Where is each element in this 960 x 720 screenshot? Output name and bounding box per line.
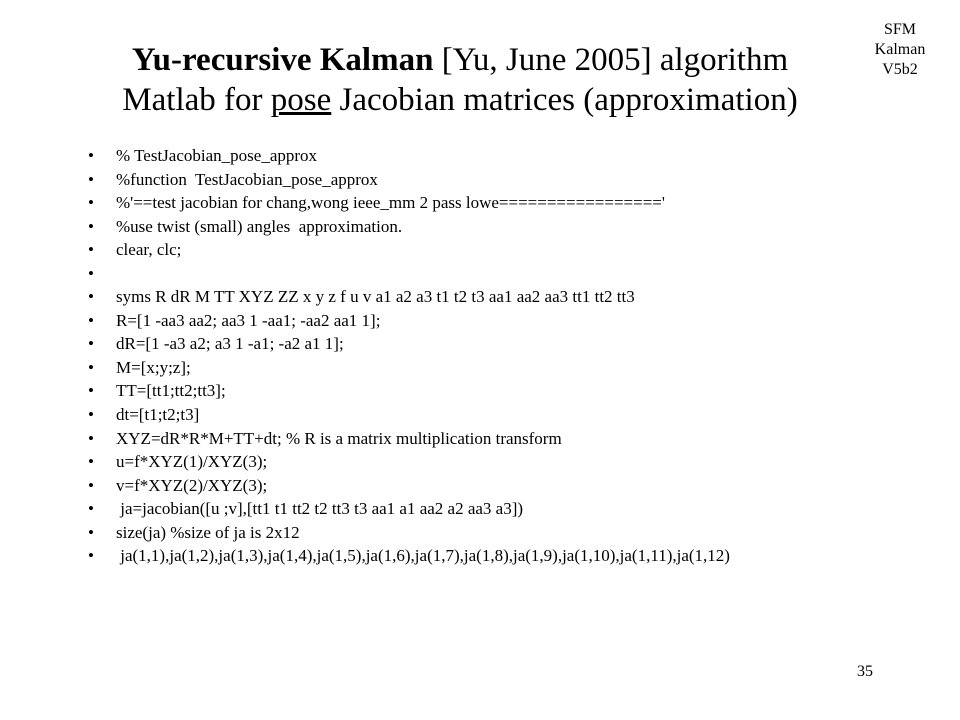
title-line-2 [40, 80, 880, 120]
bullet-item [88, 287, 730, 311]
bullet-item [88, 217, 730, 241]
bullet-item [88, 193, 730, 217]
bullet-item [88, 170, 730, 194]
bullet-item [88, 499, 730, 523]
bullet-item [88, 358, 730, 382]
bullet-text: TT=[tt1;tt2;tt3]; [116, 381, 226, 401]
bullet-item [88, 146, 730, 170]
bullet-text: syms R dR M TT XYZ ZZ x y z f u v a1 a2 a3 t1 t2 t3 aa1 aa2 aa3 tt1 tt2 tt3 [116, 287, 635, 307]
bullet-text: %'==test jacobian for chang,wong ieee_mm 2 pass lowe=================' [116, 193, 665, 213]
bullet-item [88, 523, 730, 547]
bullet-icon: • [88, 193, 94, 213]
title-text: Jacobian matrices (approximation) [331, 82, 798, 118]
bullet-text: dR=[1 -a3 a2; a3 1 -a1; -a2 a1 1]; [116, 334, 344, 354]
bullet-icon: • [88, 452, 94, 472]
page-number: 35 [857, 663, 873, 680]
title-line-1 [40, 40, 880, 80]
slide-title [40, 40, 880, 120]
bullet-text: ja=jacobian([u ;v],[tt1 t1 tt2 t2 tt3 t3 aa1 a1 aa2 a2 aa3 a3]) [116, 499, 524, 519]
bullet-icon: • [88, 310, 94, 330]
bullet-text: size(ja) %size of ja is 2x12 [116, 522, 300, 542]
bullet-item [88, 546, 730, 570]
title-text: [Yu, June 2005] algorithm [433, 42, 789, 78]
title-underlined-text: pose [270, 82, 332, 118]
bullet-item [88, 405, 730, 429]
bullet-text: % TestJacobian_pose_approx [116, 146, 318, 165]
title-bold-text: Yu-recursive Kalman [131, 42, 434, 78]
corner-label-line: Kalman [874, 41, 926, 58]
bullet-item [88, 334, 730, 358]
bullet-icon: • [88, 357, 94, 377]
bullet-text: ja(1,1),ja(1,2),ja(1,3),ja(1,4),ja(1,5),ja(1,6),ja(1,7),ja(1,8),ja(1,9),ja(1,10),ja(1,11),ja(1,12) [116, 546, 730, 566]
bullet-text: clear, clc; [116, 240, 182, 260]
bullet-icon: • [88, 263, 94, 283]
bullet-icon: • [88, 405, 94, 425]
bullet-list [88, 146, 730, 570]
title-text: Matlab for [122, 82, 271, 118]
bullet-icon: • [88, 381, 94, 401]
bullet-item [88, 476, 730, 500]
corner-label-line: SFM [883, 21, 917, 38]
bullet-item [88, 381, 730, 405]
bullet-text: v=f*XYZ(2)/XYZ(3); [116, 475, 268, 495]
bullet-icon: • [88, 428, 94, 448]
bullet-icon: • [88, 522, 94, 542]
bullet-text: XYZ=dR*R*M+TT+dt; % R is a matrix multiplication transform [116, 428, 562, 448]
bullet-text: M=[x;y;z]; [116, 357, 191, 377]
bullet-text: %use twist (small) angles approximation. [116, 216, 403, 236]
bullet-text: dt=[t1;t2;t3] [116, 405, 200, 425]
bullet-item [88, 429, 730, 453]
bullet-icon: • [88, 240, 94, 260]
bullet-icon: • [88, 334, 94, 354]
bullet-icon: • [88, 546, 94, 566]
bullet-icon: • [88, 216, 94, 236]
bullet-item [88, 452, 730, 476]
bullet-icon: • [88, 146, 94, 165]
corner-label-line: V5b2 [882, 61, 918, 78]
bullet-text: R=[1 -aa3 aa2; aa3 1 -aa1; -aa2 aa1 1]; [116, 310, 381, 330]
bullet-icon: • [88, 169, 94, 189]
bullet-icon: • [88, 499, 94, 519]
bullet-icon: • [88, 475, 94, 495]
bullet-text: %function TestJacobian_pose_approx [116, 169, 378, 189]
bullet-item [88, 264, 730, 288]
bullet-text: u=f*XYZ(1)/XYZ(3); [116, 452, 268, 472]
bullet-item [88, 311, 730, 335]
bullet-item [88, 240, 730, 264]
bullet-icon: • [88, 287, 94, 307]
